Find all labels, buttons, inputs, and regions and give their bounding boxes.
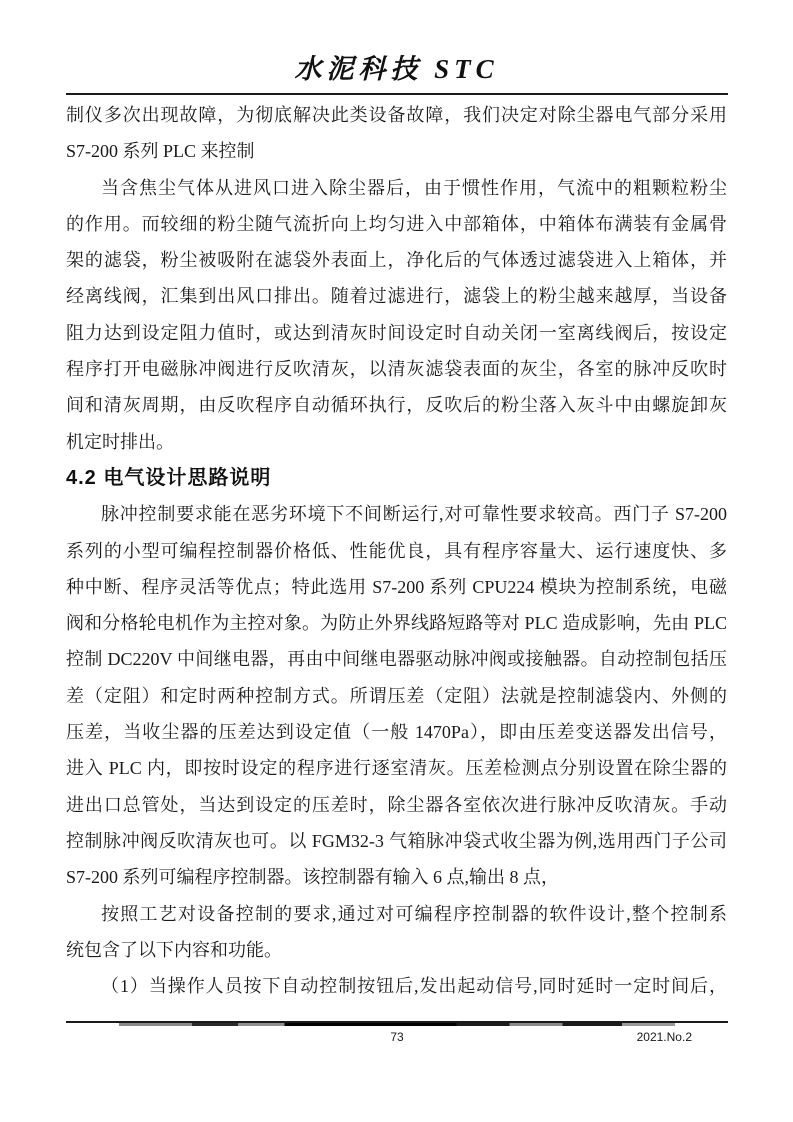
body-text-line: 间和清灰周期，由反吹程序自动循环执行，反吹后的粉尘落入灰斗中由螺旋卸灰 [66, 395, 727, 416]
body-text-line: 当含焦尘气体从进风口进入除尘器后，由于惯性作用，气流中的粗颗粒粉尘 [101, 177, 727, 198]
body-text-line: 压差，当收尘器的压差达到设定值（一般 1470Pa），即由压差变送器发出信号， [66, 722, 727, 743]
body-text-line: 差（定阻）和定时两种控制方式。所谓压差（定阻）法就是控制滤袋内、外侧的 [66, 685, 727, 706]
body-text-line: 机定时排出。 [66, 431, 174, 452]
body-text-line: （1）当操作人员按下自动控制按钮后,发出起动信号,同时延时一定时间后， [101, 976, 727, 997]
body-text-line: 进出口总管处，当达到设定的压差时，除尘器各室依次进行脉冲反吹清灰。手动 [66, 794, 727, 815]
journal-title: 水泥科技 STC [294, 54, 499, 84]
page-footer [66, 1020, 728, 1046]
page-header [0, 0, 793, 95]
body-text-line: 制仪多次出现故障，为彻底解决此类设备故障，我们决定对除尘器电气部分采用 [66, 105, 727, 125]
body-text-line: 控制脉冲阀反吹清灰也可。以 FGM32-3 气箱脉冲袋式收尘器为例,选用西门子公司 [66, 830, 727, 851]
body-text-line: S7-200 系列可编程序控制器。该控制器有输入 6 点,输出 8 点， [66, 867, 560, 888]
body-text-line: 脉冲控制要求能在恶劣环境下不间断运行,对可靠性要求较高。西门子 S7-200 [101, 504, 727, 525]
footer-row [66, 1030, 728, 1046]
page-number: 73 [390, 1030, 404, 1044]
section-heading: 4.2 电气设计思路说明 [66, 466, 272, 489]
body-text-line: 的作用。而较细的粉尘随气流折向上均匀进入中部箱体，中箱体布满装有金属骨 [66, 213, 727, 234]
body-text-line: 程序打开电磁脉冲阀进行反吹清灰，以清灰滤袋表面的灰尘，各室的脉冲反吹时 [66, 359, 727, 380]
issue-label: 2021.No.2 [636, 1030, 692, 1044]
body-text-line: 进入 PLC 内，即按时设定的程序进行逐室清灰。压差检测点分别设置在除尘器的 [66, 758, 727, 779]
body-text-line: 阻力达到设定阻力值时，或达到清灰时间设定时自动关闭一室离线阀后，按设定 [66, 322, 727, 343]
body-text-line: 阀和分格轮电机作为主控对象。为防止外界线路短路等对 PLC 造成影响，先由 PLC [66, 613, 727, 634]
body-text-line: 控制 DC220V 中间继电器，再由中间继电器驱动脉冲阀或接触器。自动控制包括压 [66, 649, 727, 670]
body-text-line: 经离线阀，汇集到出风口排出。随着过滤进行，滤袋上的粉尘越来越厚，当设备 [66, 286, 727, 307]
body-text-line: 统包含了以下内容和功能。 [66, 939, 282, 960]
body-text-line: 按照工艺对设备控制的要求,通过对可编程序控制器的软件设计,整个控制系 [101, 903, 727, 924]
body-text-line: 种中断、程序灵活等优点；特此选用 S7-200 系列 CPU224 模块为控制系统，电磁 [66, 576, 727, 597]
body-text-line: 架的滤袋，粉尘被吸附在滤袋外表面上，净化后的气体透过滤袋进入上箱体，并 [66, 250, 727, 271]
body-text-line: 系列的小型可编程控制器价格低、性能优良，具有程序容量大、运行速度快、多 [66, 540, 727, 561]
body-text-line: S7-200 系列 PLC 来控制 [66, 141, 255, 162]
article-body [66, 95, 727, 1004]
footer-rule [66, 1020, 728, 1026]
